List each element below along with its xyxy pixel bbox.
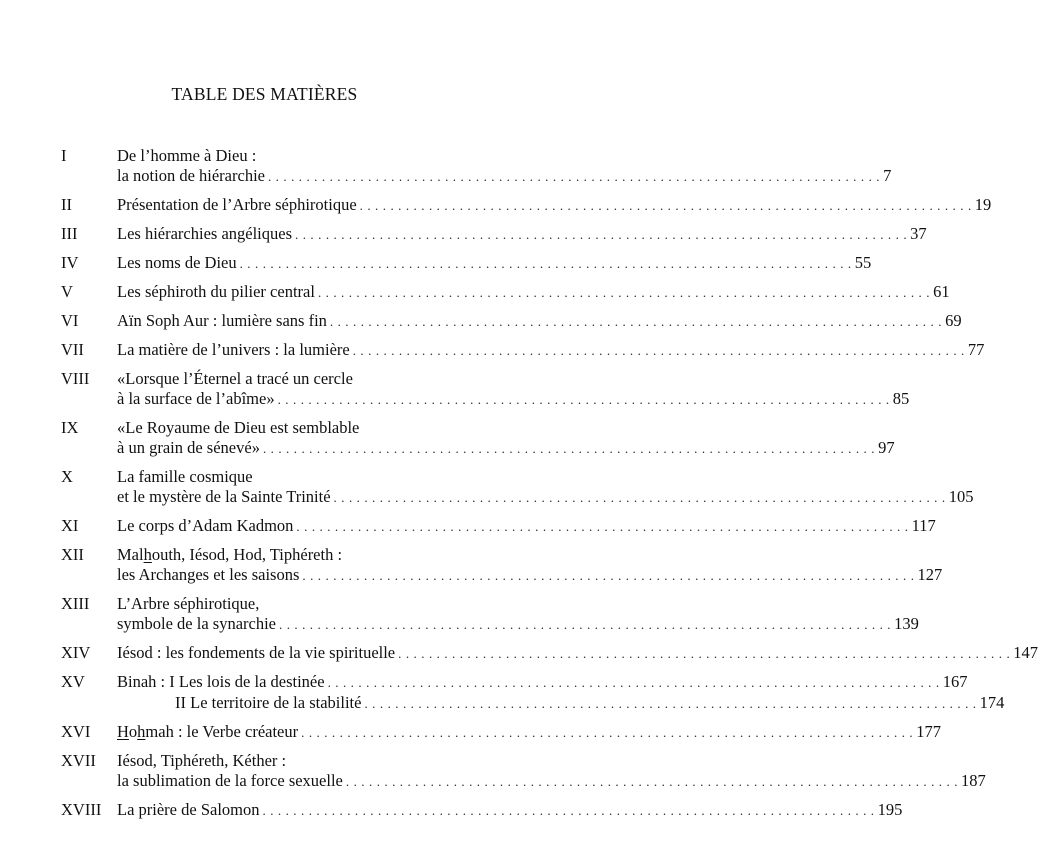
dot-leader: . . . . . . . . . . . . . . . . . . . . . . . . . . . . . . . . . . . . . . . . . . . . . . . . . . . . . . . . . . . . . . . . . . . . . . . . . . . . . . . . — [279, 617, 892, 632]
dot-leader: . . . . . . . . . . . . . . . . . . . . . . . . . . . . . . . . . . . . . . . . . . . . . . . . . . . . . . . . . . . . . . . . . . . . . . . . . . . . . . . . — [329, 314, 943, 329]
page-number: 55 — [854, 253, 872, 272]
toc-entry — [61, 369, 910, 410]
chapter-title: à un grain de sénevé» — [117, 438, 260, 457]
chapter-number: XVIII — [61, 800, 102, 819]
chapter-number: IV — [61, 253, 79, 272]
toc-entry — [61, 146, 892, 187]
chapter-number: II — [61, 195, 72, 214]
chapter-title: De l’homme à Dieu : — [117, 146, 257, 165]
chapter-title: Hohmah : le Verbe créateur — [117, 722, 299, 741]
dot-leader: . . . . . . . . . . . . . . . . . . . . . . . . . . . . . . . . . . . . . . . . . . . . . . . . . . . . . . . . . . . . . . . . . . . . . . . . . . . . . . . . — [364, 696, 977, 711]
toc-entry — [61, 224, 927, 245]
toc-entry — [61, 311, 962, 332]
toc-entry — [61, 672, 1005, 714]
toc-entry — [61, 722, 942, 743]
chapter-number: XIV — [61, 643, 91, 662]
page-number: 97 — [878, 438, 895, 457]
page-number: 167 — [942, 672, 968, 691]
dot-leader: . . . . . . . . . . . . . . . . . . . . . . . . . . . . . . . . . . . . . . . . . . . . . . . . . . . . . . . . . . . . . . . . . . . . . . . . . . . . . . . . — [333, 490, 946, 505]
chapter-title: Présentation de l’Arbre séphirotique — [117, 195, 357, 214]
toc-entry — [61, 643, 1038, 664]
chapter-number: X — [61, 467, 73, 486]
toc-entry — [61, 516, 936, 537]
chapter-title: Les noms de Dieu — [117, 253, 237, 272]
dot-leader: . . . . . . . . . . . . . . . . . . . . . . . . . . . . . . . . . . . . . . . . . . . . . . . . . . . . . . . . . . . . . . . . . . . . . . . . . . . . . . . . — [301, 725, 914, 740]
table-of-contents — [61, 146, 1038, 829]
chapter-title: II Le territoire de la stabilité — [175, 693, 362, 712]
chapter-number: XIII — [61, 594, 90, 613]
dot-leader: . . . . . . . . . . . . . . . . . . . . . . . . . . . . . . . . . . . . . . . . . . . . . . . . . . . . . . . . . . . . . . . . . . . . . . . . . . . . . . . . — [327, 675, 940, 690]
chapter-title: à la surface de l’abîme» — [117, 389, 275, 408]
page-number: 77 — [967, 340, 985, 359]
chapter-title: La famille cosmique — [117, 467, 253, 486]
chapter-title: «Le Royaume de Dieu est semblable — [117, 418, 360, 437]
page-number: 195 — [877, 800, 903, 819]
page-number: 37 — [910, 224, 927, 243]
chapter-title: Malhouth, Iésod, Hod, Tiphéreth : — [117, 545, 343, 564]
page-number: 7 — [883, 166, 892, 185]
chapter-title: Aïn Soph Aur : lumière sans fin — [117, 311, 327, 330]
chapter-number: XI — [61, 516, 79, 535]
page-number: 147 — [1013, 643, 1038, 662]
dot-leader: . . . . . . . . . . . . . . . . . . . . . . . . . . . . . . . . . . . . . . . . . . . . . . . . . . . . . . . . . . . . . . . . . . . . . . . . . . . . . . . . — [262, 803, 875, 818]
toc-entry — [61, 253, 872, 274]
chapter-number: VII — [61, 340, 84, 359]
chapter-title: La prière de Salomon — [117, 800, 260, 819]
chapter-number: VIII — [61, 369, 90, 388]
toc-entry — [61, 800, 903, 821]
toc-entry — [61, 594, 919, 635]
dot-leader: . . . . . . . . . . . . . . . . . . . . . . . . . . . . . . . . . . . . . . . . . . . . . . . . . . . . . . . . . . . . . . . . . . . . . . . . . . . . . . . . — [296, 519, 909, 534]
dot-leader: . . . . . . . . . . . . . . . . . . . . . . . . . . . . . . . . . . . . . . . . . . . . . . . . . . . . . . . . . . . . . . . . . . . . . . . . . . . . . . . . — [295, 227, 908, 242]
chapter-title: Les séphiroth du pilier central — [117, 282, 315, 301]
chapter-number: XVII — [61, 751, 96, 770]
page-number: 69 — [945, 311, 962, 330]
chapter-title: «Lorsque l’Éternel a tracé un cercle — [117, 369, 353, 388]
chapter-title: Binah : I Les lois de la destinée — [117, 672, 325, 691]
dot-leader: . . . . . . . . . . . . . . . . . . . . . . . . . . . . . . . . . . . . . . . . . . . . . . . . . . . . . . . . . . . . . . . . . . . . . . . . . . . . . . . . — [398, 646, 1011, 661]
dot-leader: . . . . . . . . . . . . . . . . . . . . . . . . . . . . . . . . . . . . . . . . . . . . . . . . . . . . . . . . . . . . . . . . . . . . . . . . . . . . . . . . — [345, 774, 959, 789]
chapter-title: et le mystère de la Sainte Trinité — [117, 487, 331, 506]
chapter-title: la sublimation de la force sexuelle — [117, 771, 343, 790]
chapter-number: IX — [61, 418, 79, 437]
chapter-title: L’Arbre séphirotique, — [117, 594, 260, 613]
chapter-title: les Archanges et les saisons — [117, 565, 300, 584]
chapter-number: V — [61, 282, 73, 301]
chapter-title: Iésod : les fondements de la vie spirituelle — [117, 643, 396, 662]
chapter-number: I — [61, 146, 67, 165]
dot-leader: . . . . . . . . . . . . . . . . . . . . . . . . . . . . . . . . . . . . . . . . . . . . . . . . . . . . . . . . . . . . . . . . . . . . . . . . . . . . . . . . — [239, 256, 852, 271]
dot-leader: . . . . . . . . . . . . . . . . . . . . . . . . . . . . . . . . . . . . . . . . . . . . . . . . . . . . . . . . . . . . . . . . . . . . . . . . . . . . . . . . — [267, 169, 881, 184]
dot-leader: . . . . . . . . . . . . . . . . . . . . . . . . . . . . . . . . . . . . . . . . . . . . . . . . . . . . . . . . . . . . . . . . . . . . . . . . . . . . . . . . — [277, 392, 890, 407]
toc-entry — [61, 751, 986, 792]
toc-entry — [61, 467, 974, 508]
dot-leader: . . . . . . . . . . . . . . . . . . . . . . . . . . . . . . . . . . . . . . . . . . . . . . . . . . . . . . . . . . . . . . . . . . . . . . . . . . . . . . . . — [317, 285, 931, 300]
toc-entry — [61, 340, 985, 361]
toc-entry — [61, 418, 895, 459]
dot-leader: . . . . . . . . . . . . . . . . . . . . . . . . . . . . . . . . . . . . . . . . . . . . . . . . . . . . . . . . . . . . . . . . . . . . . . . . . . . . . . . . — [302, 568, 915, 583]
page-number: 117 — [911, 516, 936, 535]
chapter-number: VI — [61, 311, 79, 330]
page-number: 19 — [974, 195, 992, 214]
page-number: 85 — [892, 389, 910, 408]
chapter-number: XII — [61, 545, 84, 564]
page-number: 174 — [979, 693, 1005, 712]
page-number: 187 — [961, 771, 986, 790]
dot-leader: . . . . . . . . . . . . . . . . . . . . . . . . . . . . . . . . . . . . . . . . . . . . . . . . . . . . . . . . . . . . . . . . . . . . . . . . . . . . . . . . — [262, 441, 876, 456]
page-title: TABLE DES MATIÈRES — [171, 84, 358, 104]
chapter-title: Iésod, Tiphéreth, Kéther : — [117, 751, 287, 770]
page-number: 177 — [916, 722, 942, 741]
toc-entry — [61, 282, 950, 303]
chapter-number: XV — [61, 672, 85, 691]
chapter-number: XVI — [61, 722, 91, 741]
dot-leader: . . . . . . . . . . . . . . . . . . . . . . . . . . . . . . . . . . . . . . . . . . . . . . . . . . . . . . . . . . . . . . . . . . . . . . . . . . . . . . . . — [359, 198, 972, 213]
page-number: 61 — [933, 282, 950, 301]
chapter-number: III — [61, 224, 78, 243]
dot-leader: . . . . . . . . . . . . . . . . . . . . . . . . . . . . . . . . . . . . . . . . . . . . . . . . . . . . . . . . . . . . . . . . . . . . . . . . . . . . . . . . — [352, 343, 965, 358]
chapter-title: La matière de l’univers : la lumière — [117, 340, 350, 359]
page-number: 139 — [894, 614, 919, 633]
toc-entry — [61, 195, 992, 216]
chapter-title: la notion de hiérarchie — [117, 166, 265, 185]
chapter-title: symbole de la synarchie — [117, 614, 276, 633]
chapter-title: Les hiérarchies angéliques — [117, 224, 293, 243]
chapter-title: Le corps d’Adam Kadmon — [117, 516, 294, 535]
toc-entry — [61, 545, 943, 586]
page-number: 127 — [917, 565, 943, 584]
page-number: 105 — [948, 487, 974, 506]
